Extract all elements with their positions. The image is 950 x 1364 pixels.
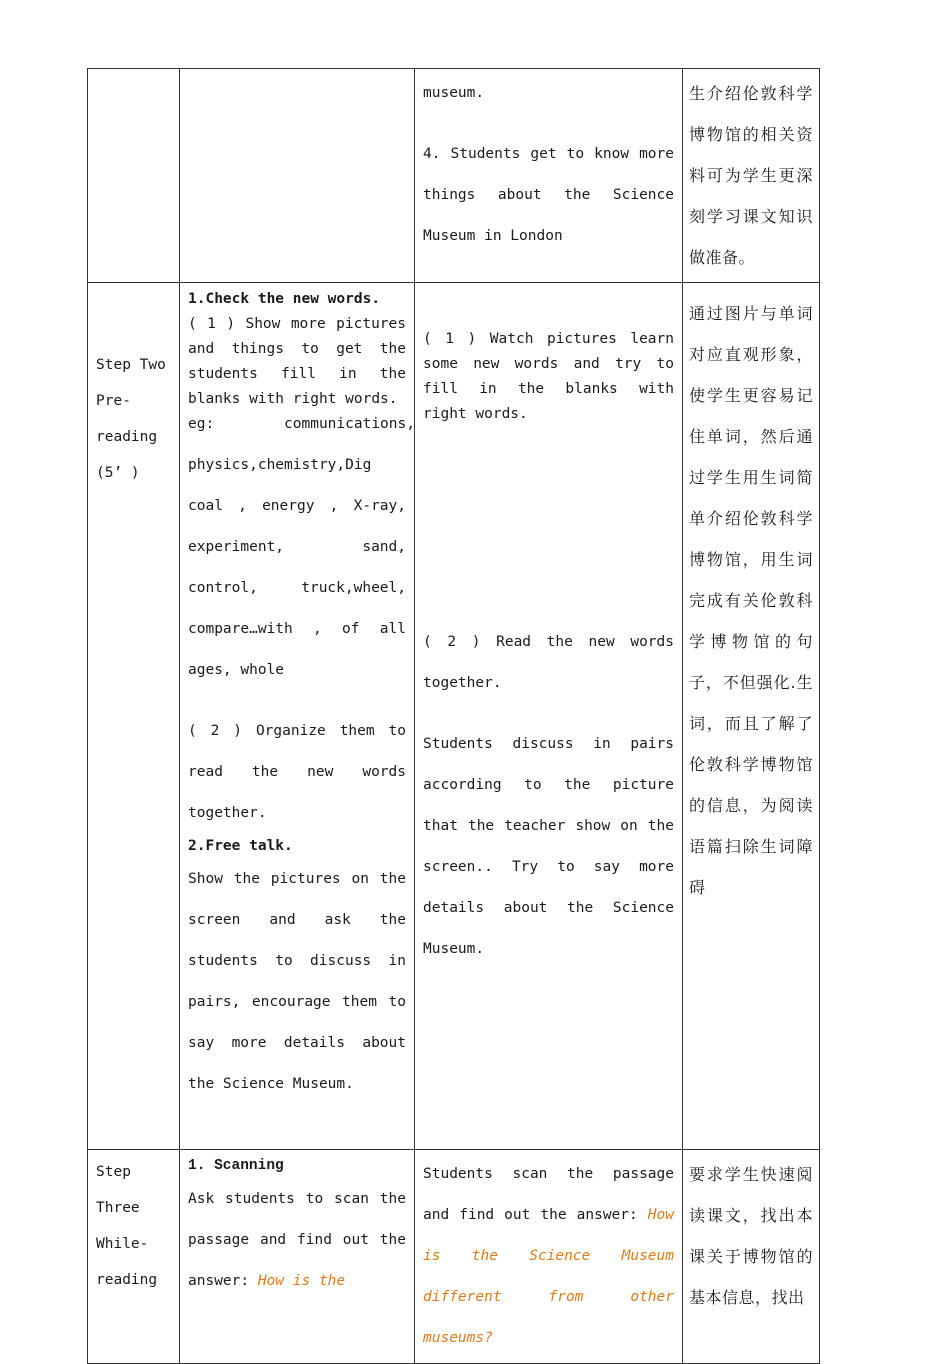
- museum-line: museum.: [423, 85, 485, 101]
- step-label-line: reading: [96, 1272, 158, 1288]
- teacher-activity-cell: [180, 69, 415, 283]
- scanning-text: Students scan the passage and find out the answer:: [423, 1166, 674, 1223]
- student-activity-cell: [415, 1150, 683, 1364]
- design-intent-text: 通过图片与单词对应直观形象，使学生更容易记住单词，然后通过学生用生词简单介绍伦敦科学博物馆，用生词完成有关伦敦科学博物馆的句子，不但强化.生词，而且了解了伦敦科学博物馆的信息，为阅读语篇扫除生词障碍: [689, 304, 813, 897]
- student-activity-cell: [415, 69, 683, 283]
- step-label-line: (5’ ): [96, 465, 140, 481]
- table-row: [88, 283, 820, 1150]
- teacher-activity-cell: [180, 283, 415, 1150]
- step-label-line: While-: [96, 1236, 149, 1252]
- design-intent-text: 生介绍伦敦科学博物馆的相关资料可为学生更深刻学习课文知识做准备。: [689, 84, 813, 267]
- table-row: [88, 1150, 820, 1364]
- teacher-item-1-eg: eg: communications,: [188, 416, 415, 432]
- student-discuss: Students discuss in pairs according to the picture that the teacher show on the screen.. Try to say more details about the Science Museum.: [423, 736, 674, 957]
- design-intent-text: 要求学生快速阅读课文，找出本课关于博物馆的基本信息，找出: [689, 1165, 813, 1307]
- table-row: [88, 69, 820, 283]
- step-label-line: Step: [96, 1164, 131, 1180]
- student-item-2: ( 2 ) Read the new words together.: [423, 634, 674, 691]
- teacher-activity-cell: [180, 1150, 415, 1364]
- section-heading: 2.Free talk.: [188, 838, 293, 854]
- step-label-line: Three: [96, 1200, 140, 1216]
- step-label-line: Step Two: [96, 357, 166, 373]
- highlighted-question: How is the: [257, 1273, 346, 1289]
- teacher-item-1-words: physics,chemistry,Dig coal , energy , X-ray, experiment, sand, control, truck,wheel, compare…with , of all ages, whole: [188, 457, 406, 678]
- section-heading: 1. Scanning: [188, 1158, 284, 1174]
- section-heading: 1.Check the new words.: [188, 291, 381, 307]
- highlighted-question: How is the Science Museum different from other museums?: [423, 1207, 674, 1346]
- design-intent-cell: [683, 69, 820, 283]
- step-cell: [88, 69, 180, 283]
- step-label-line: Pre-: [96, 393, 131, 409]
- teacher-item-1: ( 1 ) Show more pictures and things to get the students fill in the blanks with right words.: [188, 316, 406, 407]
- step-cell: [88, 283, 180, 1150]
- student-item-4: 4. Students get to know more things about the Science Museum in London: [423, 146, 674, 244]
- student-item-1: ( 1 ) Watch pictures learn some new words and try to fill in the blanks with right words.: [423, 331, 674, 422]
- design-intent-cell: [683, 283, 820, 1150]
- step-cell: [88, 1150, 180, 1364]
- free-talk-text: Show the pictures on the screen and ask the students to discuss in pairs, encourage them to say more details about the Science Museum.: [188, 871, 406, 1092]
- design-intent-cell: [683, 1150, 820, 1364]
- teacher-item-2: ( 2 ) Organize them to read the new words together.: [188, 723, 406, 821]
- student-activity-cell: [415, 283, 683, 1150]
- step-label-line: reading: [96, 429, 158, 445]
- lesson-plan-table: [87, 68, 820, 1364]
- scanning-text: Ask students to scan the passage and find out the answer:: [188, 1191, 406, 1289]
